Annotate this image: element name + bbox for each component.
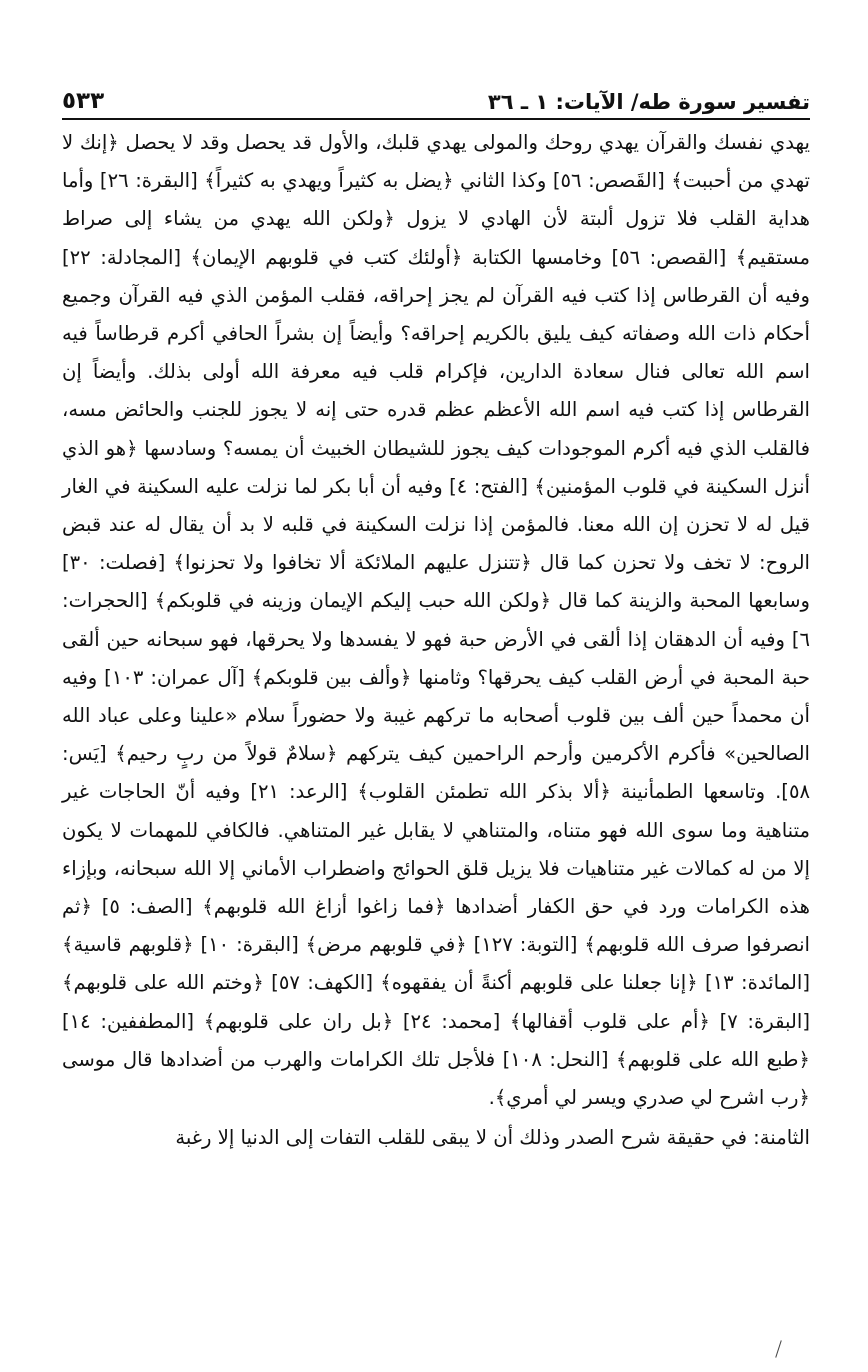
paragraph-eighth: الثامنة: في حقيقة شرح الصدر وذلك أن لا يبقى للقلب التفات إلى الدنيا إلا رغبة — [175, 1126, 810, 1150]
page-header — [62, 70, 810, 120]
body-text — [62, 124, 810, 1157]
page-number: ٥٣٣ — [62, 88, 105, 114]
running-title: تفسير سورة طه/ الآيات: ١ ـ ٣٦ — [487, 90, 810, 114]
stray-pen-mark — [775, 1340, 782, 1357]
paragraph-main: يهدي نفسك والقرآن يهدي روحك والمولى يهدي قلبك، والأول قد يحصل وقد لا يحصل ﴿إنك لا تهدي من أحببت﴾ [القَصص: ٥٦] وكذا الثاني ﴿يضل به كثيراً ويهدي به كثيراً﴾ [البقرة: ٢٦] وأما هداية القلب فلا تزول ألبتة لأن الهادي لا يزول ﴿ولكن الله يهدي من يشاء إلى صراط مستقيم﴾ [القصص: ٥٦] وخامسها الكتابة ﴿أولئك كتب في قلوبهم الإيمان﴾ [المجادلة: ٢٢] وفيه أن القرطاس إذا كتب فيه القرآن لم يجز إحراقه، فقلب المؤمن الذي فيه القرآن وجميع أحكام ذات الله وصفاته كيف يليق بالكريم إحراقه؟ وأيضاً إن بشراً الحافي أكرم قرطاساً فيه اسم الله تعالى فنال سعادة الدارين، فإكرام قلب فيه معرفة الله أولى بذلك. وأيضاً إن القرطاس إذا كتب فيه اسم الله الأعظم عظم قدره حتى إنه لا يجوز للجنب والحائض مسه، فالقلب الذي فيه أكرم الموجودات كيف يجوز للشيطان الخبيث أن يمسه؟ وسادسها ﴿هو الذي أنزل السكينة في قلوب المؤمنين﴾ [الفتح: ٤] وفيه أن أبا بكر لما نزلت عليه السكينة في الغار قيل له لا تحزن إن الله معنا. فالمؤمن إذا نزلت السكينة في قلبه لا بد أن يقال له عند قبض الروح: لا تخف ولا تحزن كما قال ﴿تتنزل عليهم الملائكة ألا تخافوا ولا تحزنوا﴾ [فصلت: ٣٠] وسابعها المحبة والزينة كما قال ﴿ولكن الله حبب إليكم الإيمان وزينه في قلوبكم﴾ [الحجرات: ٦] وفيه أن الدهقان إذا ألقى في الأرض حبة فهو لا يفسدها ولا يحرقها، فهو سبحانه حين ألقى حبة المحبة في أرض القلب كيف يحرقها؟ وثامنها ﴿وألف بين قلوبكم﴾ [آل عمران: ١٠٣] وفيه أن محمداً حين ألف بين قلوب أصحابه ما تركهم غيبة ولا حضوراً سلام «علينا وعلى عباد الله الصالحين» فأكرم الأكرمين وأرحم الراحمين كيف يتركهم ﴿سلامٌ قولاً من ربٍ رحيم﴾ [يَس: ٥٨]. وتاسعها الطمأنينة ﴿ألا بذكر الله تطمئن القلوب﴾ [الرعد: ٢١] وفيه أنّ الحاجات غير متناهية وما سوى الله فهو متناه، والمتناهي لا يقابل غير المتناهي. فالكافي للمهمات لا يكون إلا من له كمالات غير متناهيات فلا يزيل قلق الحوائج واضطراب الأماني إلا الله سبحانه، وبإزاء هذه الكرامات ورد في حق الكفار أضدادها ﴿فما زاغوا أزاغ الله قلوبهم﴾ [الصف: ٥] ﴿ثم انصرفوا صرف الله قلوبهم﴾ [التوبة: ١٢٧] ﴿في قلوبهم مرض﴾ [البقرة: ١٠] ﴿قلوبهم قاسية﴾ [المائدة: ١٣] ﴿إنا جعلنا على قلوبهم أكنةً أن يفقهوه﴾ [الكهف: ٥٧] ﴿وختم الله على قلوبهم﴾ [البقرة: ٧] ﴿أم على قلوب أقفالها﴾ [محمد: ٢٤] ﴿بل ران على قلوبهم﴾ [المطففين: ١٤] ﴿طبع الله على قلوبهم﴾ [النحل: ١٠٨] فلأجل تلك الكرامات والهرب من أضدادها قال موسى ﴿رب اشرح لي صدري ويسر لي أمري﴾. — [62, 131, 811, 1110]
